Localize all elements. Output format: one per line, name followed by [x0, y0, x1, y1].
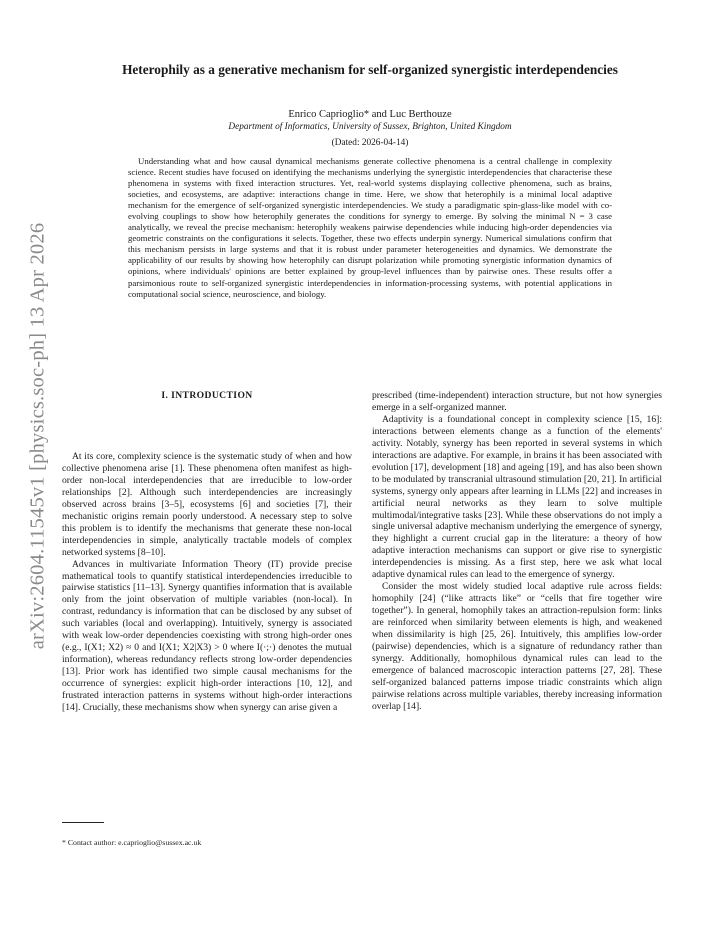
section-heading-introduction: I. INTRODUCTION — [161, 390, 253, 401]
footnote-rule — [62, 822, 104, 823]
footnote-contact: * Contact author: e.caprioglio@sussex.ac.uk — [62, 838, 202, 847]
right-column — [372, 390, 662, 713]
paper-authors: Enrico Caprioglio* and Luc Berthouze — [288, 109, 452, 120]
arxiv-identifier-stamp — [24, 196, 52, 676]
author-affiliation: Department of Informatics, University of Sussex, Brighton, United Kingdom — [228, 122, 512, 132]
left-column — [62, 451, 352, 714]
intro-paragraph-3: Adaptivity is a foundational concept in complexity science [15, 16]: interactions between elements change as a function of the elements' activity. Notably, synergy has been reported in several systems in which interactions are adaptive. For example, in brains it has been associated with evolution [17], development [18] and ageing [19], and has also been shown to be modulated by transcranial ultrasound stimulation [20, 21]. In artificial systems, synergy only appears after learning in LLMs [22] and increases in artificial neural networks as they learn to solve multiple multimodal/integrative tasks [23]. While these observations do not imply a single universal adaptive mechanism underlying the emergence of synergy, they highlight a current crucial gap in the literature: a theory of how adaptive interaction mechanisms can support or give rise to synergistic interdependencies is missing. As a first step, here we ask what local adaptive dynamical rules can lead to the emergence of synergy. — [372, 413, 662, 581]
abstract: Understanding what and how causal dynamical mechanisms generate collective phenomena is a central challenge in complexity science. Recent studies have focused on identifying the mechanisms underlying the synergistic interdependencies that characterise these phenomena in systems with fixed interaction structures. Yet, real-world systems displaying collective phenomena, such as brains, societies, and ecosystems, are adaptive: interactions change in time. Here, we show that heterophily is a minimal local adaptive mechanism for the emergence of self-organized synergistic interdependencies. We study a paradigmatic spin-glass-like model with co-evolving couplings to show how heterophily generates the conditions for synergy to emerge. By solving the minimal N = 3 case analytically, we reveal the precise mechanism: heterophily weakens pairwise dependencies while inducing high-order dependencies via geometric constraints on the configurations it selects. Together, these two effects underpin synergy. Numerical simulations confirm that this mechanism persists in large systems and that it is robust under parameter heterogeneities and dynamics. We demonstrate the applicability of our results by showing how heterophily can disrupt polarization while promoting synergistic information dynamics of opinions, where individuals' opinions are better explained by group-level influences than by pairwise ones. These results offer a parsimonious route to self-organized synergistic interdependencies in information-processing systems, with potential applications in computational social science, neuroscience, and biology. — [128, 156, 612, 299]
intro-paragraph-1: At its core, complexity science is the systematic study of when and how collective phenomena arise [1]. These phenomena often manifest as high-order non-local interdependencies that are irreducible to low-order relationships [2]. Although such interdependencies are increasingly observed across brains [3–5], ecosystems [6] and societies [7], their mechanistic origins remain poorly understood. A necessary step to solve this problem is to identify the mechanisms that generate these non-local interdependencies in simple, analytically tractable models of complex networked systems [8–10]. — [62, 451, 352, 558]
intro-paragraph-4: Consider the most widely studied local adaptive rule across fields: homophily [24] (“like attracts like” or “cells that fire together wire together”). In general, homophily takes an attraction-repulsion form: links are reinforced when similarity between elements is high, and weakened when dissimilarity is high [25, 26]. Intuitively, this amplifies low-order (pairwise) dependencies, which is a signature of redundancy rather than synergy. Additionally, homophilous dynamical rules can lead to the emergence of balanced macroscopic interaction patterns [27, 28]. These self-organized balanced patterns impose triadic constraints which align pairwise relations across multiple variables, thereby increasing information overlap [14]. — [372, 581, 662, 712]
paper-date: (Dated: 2026-04-14) — [331, 138, 409, 148]
intro-paragraph-continued: prescribed (time-independent) interaction structure, but not how synergies emerge in a self-organized manner. — [372, 390, 662, 413]
arxiv-identifier-text: arXiv:2604.11545v1 [physics.soc-ph] 13 Apr 2026 — [26, 222, 49, 650]
paper-title: Heterophily as a generative mechanism for self-organized synergistic interdependencies — [122, 62, 618, 77]
intro-paragraph-2: Advances in multivariate Information Theory (IT) provide precise mathematical tools to quantify statistical interdependencies irreducible to pairwise statistics [11–13]. Synergy quantifies information that is available only from the joint observation of multiple variables (non-local). In contrast, redundancy is information that can be disclosed by any subset of such variables (local and overlapping). Intuitively, synergy is associated with weak low-order dependencies coexisting with strong high-order ones (e.g., I(X1; X2) ≈ 0 and I(X1; X2|X3) > 0 where I(·;·) denotes the mutual information), whereas redundancy reflects strong low-order dependencies [13]. Prior work has identified two simple causal mechanisms for the occurrence of synergies: explicit high-order interactions [10, 12], and frustrated interaction patterns in systems without high-order interactions [14]. Crucially, these mechanisms show when synergy can arise given a — [62, 558, 352, 714]
